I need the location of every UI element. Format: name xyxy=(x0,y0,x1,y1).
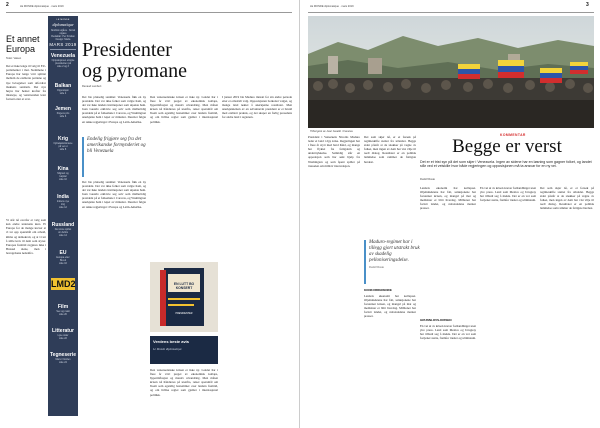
article1-byline: Renaud Lambert xyxy=(82,85,102,88)
article1-column: I januar 2019 ble Maduro innsatt for sin andre periode etter et omstridt valg. Opposisjonen boikottet valget, og mange land nektet å anerkjenne resultatet. Men anerkjennelsen av en selvutnevnt president er et brudd med etablert praksis, og det skaper en farlig presedens for andre land i regionen. xyxy=(222,95,292,120)
article1-column: Den venezuelanske krisen er ikke ny. Landet har i flere år vært preget av økonomisk kollaps, hyperinflasjon og massiv utvandring. Men måten krisen nå håndteres på utenfra, reiser spørsmål om hvem som egentlig bestemmer over landets fremtid, og om hvilke regler som gjelder i internasjonal politikk. xyxy=(150,368,218,397)
section-line: side 8 xyxy=(59,148,67,151)
article2-title: Begge er verst xyxy=(452,136,562,157)
sidebar-section-jemen[interactable] xyxy=(48,106,78,118)
section-title: Russland xyxy=(51,222,75,228)
section-title: Jemen xyxy=(55,106,71,112)
section-line: Opposisjonen utropte xyxy=(51,59,75,62)
article2-pullquote-text: Maduro-regimet har i tillegg gjort utstrakt bruk av skadelig pelloniseringsdelse. xyxy=(369,240,420,263)
sidebar-date: MARS 2019 xyxy=(49,42,77,47)
article1-pullquote xyxy=(82,137,146,177)
article2-column: President i Venezuela Nicolás Maduro leder et land i dyp krise. Regjeringen har i flere år styrt med hard hånd, og mange har flyktet fra fattigdom og undertrykkelse. Samtidig står en opposisjon som har søkt hjelp fra Washington og som åpent spiller på trusselen om militær intervensjon. xyxy=(308,135,360,168)
contents-sidebar xyxy=(48,16,78,416)
article2-pullquote xyxy=(364,240,424,284)
section-line: Europa etter xyxy=(56,256,70,259)
protest-photo xyxy=(308,16,594,128)
lmd2-badge: LMD2 xyxy=(51,279,76,289)
section-title: Tegneserie xyxy=(49,352,77,358)
article-presidenter xyxy=(82,40,292,88)
book-spine-text: PRESIDENTER xyxy=(175,312,193,315)
article1-column: Det ble plutselig sannhet: Venezuela fikk en ny president. Det var ikke folket som valgte ham, og det var ikke landets institusjoner som utpekte ham. Juan Guaidó erklærte seg selv som midlertidig president på et folkemøte i Caracas, og Washington anerkjente ham i løpet av minutter. Deretter fulgte en rekke regjeringer i Europa og Latin-Amerika. xyxy=(82,95,146,124)
article1-column: Den venezuelanske krisen er ikke ny. Landet har i flere år vært preget av økonomisk kollaps, hyperinflasjon og massiv utvandring. Men måten krisen nå håndteres på utenfra, reiser spørsmål om hvem som egentlig bestemmer over landets fremtid, og om hvilke regler som gjelder i internasjonal politikk. xyxy=(150,95,218,124)
book-illustration xyxy=(150,262,218,332)
article1-title-line1: Presidenter xyxy=(82,39,172,61)
article1-column: Det ble plutselig sannhet: Venezuela fikk en ny president. Det var ikke folket som valgte ham, og det var ikke landets institusjoner som utpekte ham. Juan Guaidó erklærte seg selv som midlertidig president på et folkemøte i Caracas, og Washington anerkjente ham i løpet av minutter. Deretter fulgte en rekke regjeringer i Europa og Latin-Amerika. xyxy=(82,180,146,209)
right-running-head: LE MONDE diplomatique · mars 2019 xyxy=(310,5,354,8)
section-line: krig xyxy=(61,203,65,206)
sidebar-section-lmd2[interactable] xyxy=(48,278,78,290)
sidebar-brand: diplomatique xyxy=(52,22,74,27)
section-line: side 22 xyxy=(59,337,67,340)
section-line: Mars i Norden xyxy=(55,358,71,361)
sidebar-section-litteratur[interactable] xyxy=(48,328,78,340)
article2-pullquote-author: Rudolf Roste xyxy=(369,266,384,269)
article2-column: Det som skjer nå, er et forsøk på regimeskifte støttet fra utlandet. Begge sider påstår at de snakker på vegne av folket, men ingen av dem har vist vilje til reell dialog. Resultatet er en politisk lammelse som rammer de fattigste hardest. xyxy=(364,135,416,164)
section-title: Krig xyxy=(58,136,68,142)
section-line: side 12 xyxy=(59,206,67,209)
section-title: Kina xyxy=(57,166,69,172)
sidebar-section-kina[interactable] xyxy=(48,166,78,181)
section-line: side 2 og 3 xyxy=(57,65,69,68)
edition-line: Nordisk utgåva · Norsk utgave xyxy=(50,29,76,35)
section-line: Indiens nye xyxy=(56,200,70,203)
sidebar-divider xyxy=(50,49,76,50)
section-line: side 16 xyxy=(59,262,67,265)
section-line: Brexit xyxy=(59,259,67,262)
article2-column: En vei ut av krisen krever forhandlinger uten ytre press. Land som Mexico og Uruguay har tilbudt seg å mekle. Det er en vei som fortjener støtte, fremfor trusler og ultimatum. xyxy=(420,324,476,341)
crowd-photo-icon xyxy=(308,16,594,128)
edition-line: Design: Maria xyxy=(55,38,71,41)
right-page-number: 3 xyxy=(586,2,589,8)
section-line: Nyttelaskoloniene xyxy=(53,142,73,145)
sidebar-brand-small: LE MONDE xyxy=(56,19,70,21)
section-line: Sex og makt xyxy=(56,310,70,313)
sidebar-section-film[interactable] xyxy=(48,304,78,316)
left-header-rule xyxy=(6,12,292,13)
book-box-title: Verdens beste avis xyxy=(153,339,190,344)
sidebar-section-tegneserie[interactable] xyxy=(48,352,78,364)
book-box xyxy=(150,336,218,364)
section-line: Migrant og xyxy=(57,172,69,175)
section-line: side 4 xyxy=(59,92,67,95)
section-line: på vei ut xyxy=(58,145,68,148)
article2-subhead: KONKURRERENDE xyxy=(364,288,392,292)
sidebar-section-krig[interactable] xyxy=(48,136,78,151)
sidebar-section-balkan[interactable] xyxy=(48,83,78,95)
editorial-paragraph: Det er ikke lenge til valg til EU-parlamentet i mai. Stemmene i Europa har lenge vært splittet mellom de etablerte partiene og nye bevegelser som utfordrer maktens sentrum. Det nye høyre har hentet krefter fra misnøye, og venstresiden leter fortsatt etter et svar. xyxy=(6,64,46,101)
article2-subhead: GRUNNLOVS-KRISEN xyxy=(420,318,452,322)
editorial-title: Et annet Europa xyxy=(6,34,40,54)
sidebar-section-eu[interactable] xyxy=(48,250,78,265)
article1-title-line2: og pyromane xyxy=(82,60,187,82)
left-running-head: LE MONDE diplomatique · mars 2019 xyxy=(20,5,64,8)
section-line: Opposisjon xyxy=(57,89,69,92)
section-title: Venezuela xyxy=(50,53,76,59)
section-line: Krigens pris xyxy=(56,112,70,115)
gutter xyxy=(299,0,300,428)
section-title: Balkan xyxy=(54,83,72,89)
article2-column: Landets økonomi har kollapset. Oljeinntektene har falt, sanksjonene har forsterket krisen, og mangel på mat og medisiner er blitt hverdag. Millioner har forlatt landet, og nabolandene merker presset. xyxy=(420,186,476,211)
sidebar-edition-info xyxy=(48,29,78,41)
section-line: Lyse sider xyxy=(57,334,69,337)
article2-kicker: KOMMENTAR xyxy=(500,133,526,137)
section-title: EU xyxy=(59,250,67,256)
section-line: side 20 xyxy=(59,313,67,316)
section-line: side 14 xyxy=(59,234,67,237)
section-line: side 10 xyxy=(59,178,67,181)
section-title: Film xyxy=(57,304,69,310)
left-page-number: 2 xyxy=(6,2,9,8)
section-line: kapital xyxy=(59,175,67,178)
article2-column: En vei ut av krisen krever forhandlinger uten ytre press. Land som Mexico og Uruguay har tilbudt seg å mekle. Det er en vei som fortjener støtte, fremfor trusler og ultimatum. xyxy=(480,186,536,203)
article2-lede: Det er et trist syn på det som skjer i Venezuela. Ingen av sidene har en løsning som gagner folket, og landet står ved et veiskille hvor både regjeringen og opposisjonen må ta ansvar for en ny vei. xyxy=(420,160,592,169)
section-line: presidenten på xyxy=(55,62,71,65)
photo-caption: Tilhengere av Juan Guaidó i Caracas xyxy=(310,130,353,133)
book-icon xyxy=(150,262,218,332)
article2-byline: Rudolf Roste xyxy=(420,178,435,181)
sidebar-section-venezuela[interactable] xyxy=(48,53,78,68)
section-line: side 24 xyxy=(59,361,67,364)
sidebar-section-russland[interactable] xyxy=(48,222,78,237)
book-box-subtitle: Le Monde diplomatique xyxy=(153,347,182,351)
article2-column: Landets økonomi har kollapset. Oljeinntektene har falt, sanksjonene har forsterket krisen, og mangel på mat og medisiner er blitt hverdag. Millioner har forlatt landet, og nabolandene merker presset. xyxy=(364,294,416,319)
section-line: side 6 xyxy=(59,115,67,118)
section-title: Litteratur xyxy=(52,328,74,334)
book-cover-title: EN LUTT BO KONSERT xyxy=(173,282,195,290)
right-header-rule xyxy=(308,12,594,13)
article2-column: Det som skjer nå, er et forsøk på regimeskifte støttet fra utlandet. Begge sider påstår at de snakker på vegne av folket, men ingen av dem har vist vilje til reell dialog. Resultatet er en politisk lammelse som rammer de fattigste hardest. xyxy=(540,186,594,211)
article1-pullquote-text: Endelig frigjøre seg fra det amerikanske formynderiet og bli Venezuela xyxy=(87,137,146,154)
edition-line: Redaktør: Per Kristian xyxy=(51,35,75,38)
editorial xyxy=(6,34,46,388)
editorial-paragraph: Vi står nå overfor et valg som kan endre unionens kurs. Et Europa for de mange krever at vi tar opp spørsmål om arbeid, klima og demokrati, og at vi tør å stille krav til dem som styrer. Europas fremtid avgjøres ikke i Brussel alene, men i bevegelsene nedenfra. xyxy=(6,218,46,255)
section-title: India xyxy=(57,194,69,200)
editorial-byline: Tekst: Vaisen xyxy=(6,57,22,60)
sidebar-section-india[interactable] xyxy=(48,194,78,209)
section-line: om Arktis xyxy=(58,231,68,234)
section-line: Det store spillet xyxy=(54,228,72,231)
